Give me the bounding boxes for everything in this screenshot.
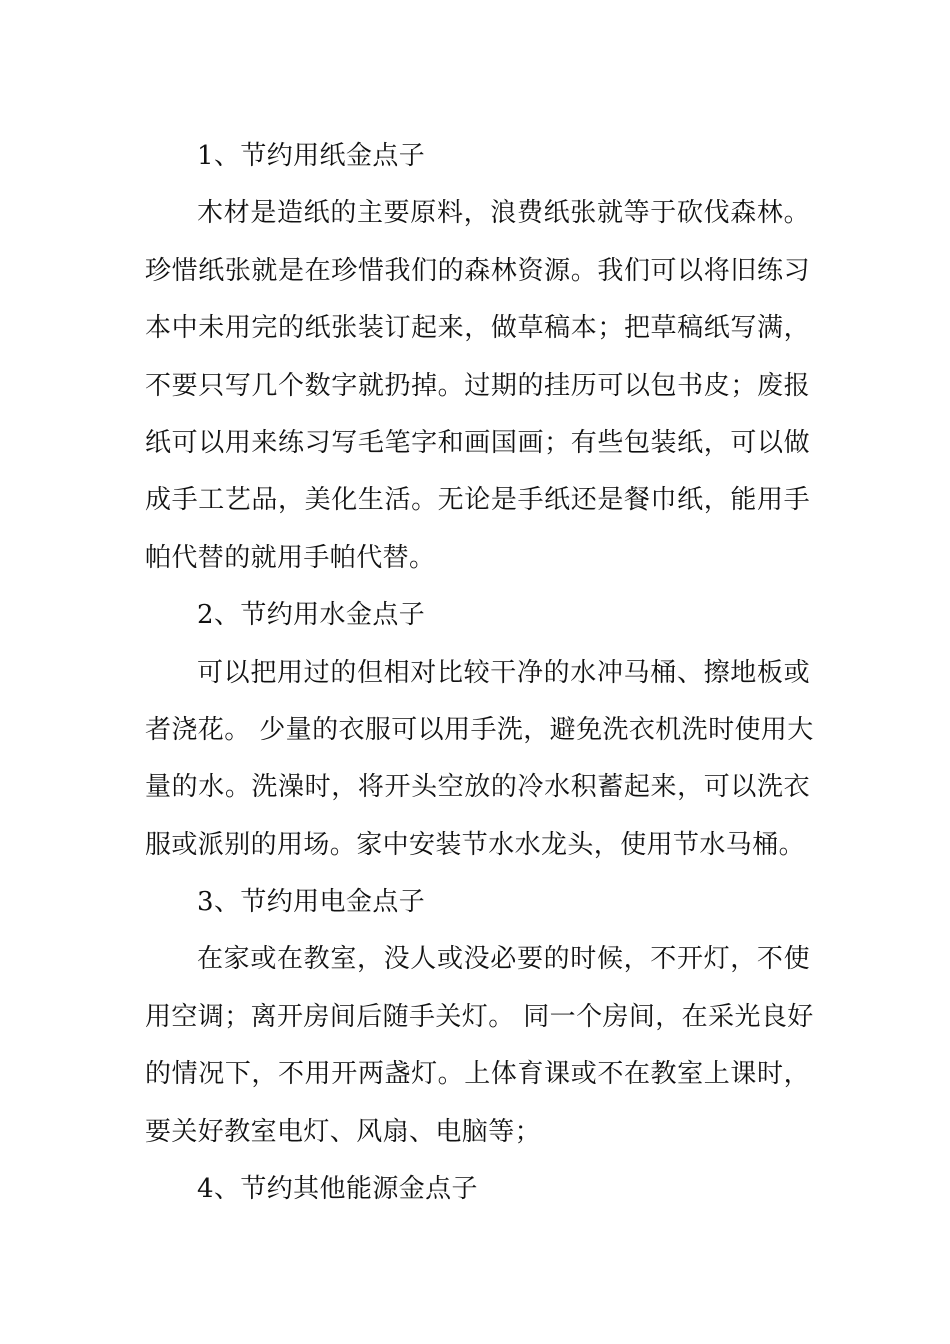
paragraph-line: 木材是造纸的主要原料，浪费纸张就等于砍伐森林。 [197,198,810,229]
paragraph-line: 要关好教室电灯、风扇、电脑等； [145,1116,542,1147]
paragraph-line: 在家或在教室，没人或没必要的时候，不开灯，不使 [197,944,810,975]
section-heading-other-energy: 4、节约其他能源金点子 [197,1174,478,1205]
paragraph-line: 可以把用过的但相对比较干净的水冲马桶、擦地板或 [197,657,810,688]
paragraph-line: 帕代替的就用手帕代替。 [145,542,436,573]
paragraph-line: 量的水。洗澡时，将开头空放的冷水积蓄起来，可以洗衣 [145,772,810,803]
paragraph-line: 不要只写几个数字就扔掉。过期的挂历可以包书皮；废报 [145,370,810,401]
section-heading-paper: 1、节约用纸金点子 [197,141,426,171]
section-heading-electricity: 3、节约用电金点子 [197,887,426,918]
paragraph-line: 本中未用完的纸张装订起来，做草稿本；把草稿纸写满， [145,313,810,344]
paragraph-line: 的情况下，不用开两盏灯。上体育课或不在教室上课时， [145,1059,810,1090]
section-heading-water: 2、节约用水金点子 [197,600,426,631]
paragraph-line: 珍惜纸张就是在珍惜我们的森林资源。我们可以将旧练习 [145,255,810,286]
paragraph-line: 用空调；离开房间后随手关灯。 同一个房间，在采光良好 [145,1001,814,1032]
document-body [145,128,814,1218]
paragraph-line: 纸可以用来练习写毛笔字和画国画；有些包装纸，可以做 [145,427,810,458]
paragraph-line: 者浇花。 少量的衣服可以用手洗，避免洗衣机洗时使用大 [145,714,814,745]
paragraph-line: 服或派别的用场。家中安装节水水龙头，使用节水马桶。 [145,829,806,860]
paragraph-line: 成手工艺品，美化生活。无论是手纸还是餐巾纸，能用手 [145,485,810,516]
